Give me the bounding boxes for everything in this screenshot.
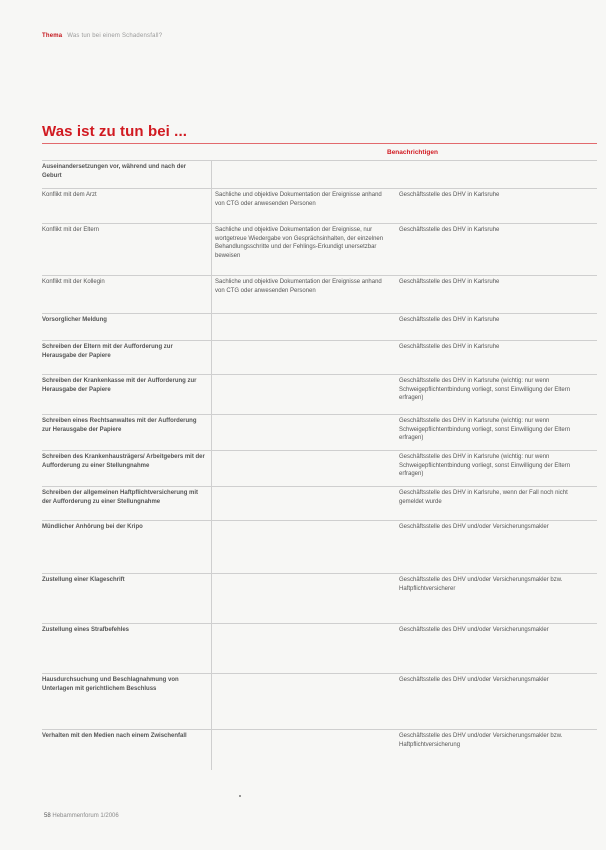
situation-cell: Zustellung einer Klageschrift [42,574,212,624]
procedure-table [42,160,597,770]
section-header [42,33,162,39]
table-row [42,487,597,521]
action-cell [212,451,396,487]
notify-cell: Geschäftsstelle des DHV in Karlsruhe [395,224,597,276]
section-label: Thema [42,33,63,39]
table-row [42,314,597,341]
table-row [42,624,597,674]
table-row [42,161,597,189]
table-row [42,574,597,624]
notify-cell: Geschäftsstelle des DHV und/oder Versicherungsmakler [395,521,597,574]
notify-cell [395,161,597,189]
page-footer [44,813,119,819]
notify-cell: Geschäftsstelle des DHV und/oder Versicherungsmakler [395,624,597,674]
situation-cell: Verhalten mit den Medien nach einem Zwischenfall [42,730,212,770]
action-cell [212,624,396,674]
title-divider [42,143,597,144]
notify-cell: Geschäftsstelle des DHV und/oder Versicherungsmakler bzw. Haftpflichtversicherer [395,574,597,624]
section-subtitle: Was tun bei einem Schadensfall? [67,33,163,39]
action-cell [212,674,396,730]
table-row [42,189,597,224]
action-cell [212,314,396,341]
notify-cell: Geschäftsstelle des DHV in Karlsruhe [395,341,597,375]
table-row [42,730,597,770]
situation-cell: Schreiben der Krankenkasse mit der Aufforderung zur Herausgabe der Papiere [42,375,212,415]
footer-publication: Hebammenforum 1/2006 [52,813,119,819]
table-row [42,415,597,451]
action-cell [212,161,396,189]
notify-cell: Geschäftsstelle des DHV in Karlsruhe, wenn der Fall noch nicht gemeldet wurde [395,487,597,521]
table-row [42,276,597,314]
action-cell [212,521,396,574]
action-cell: Sachliche und objektive Dokumentation der Ereignisse anhand von CTG oder anwesenden Personen [212,276,396,314]
action-cell [212,415,396,451]
notify-cell: Geschäftsstelle des DHV in Karlsruhe [395,276,597,314]
table-row [42,521,597,574]
table-row [42,451,597,487]
notify-cell: Geschäftsstelle des DHV in Karlsruhe (wichtig: nur wenn Schweigepflichtentbindung vorliegt, sonst Einwilligung der Eltern erfragen) [395,415,597,451]
situation-cell: Schreiben der Eltern mit der Aufforderung zur Herausgabe der Papiere [42,341,212,375]
situation-cell: Schreiben der allgemeinen Haftpflichtversicherung mit der Aufforderung zu einer Stellungnahme [42,487,212,521]
situation-cell: Hausdurchsuchung und Beschlagnahmung von Unterlagen mit gerichtlichem Beschluss [42,674,212,730]
action-cell [212,375,396,415]
column-header-benachrichtigen: Benachrichtigen [387,149,438,156]
table-row [42,375,597,415]
notify-cell: Geschäftsstelle des DHV in Karlsruhe (wichtig: nur wenn Schweigepflichtentbindung vorliegt, sonst Einwilligung der Eltern erfragen) [395,451,597,487]
table-row [42,674,597,730]
action-cell [212,730,396,770]
situation-cell: Mündlicher Anhörung bei der Kripo [42,521,212,574]
notify-cell: Geschäftsstelle des DHV in Karlsruhe (wichtig: nur wenn Schweigepflichtentbindung vorliegt, sonst Einwilligung der Eltern erfragen) [395,375,597,415]
situation-cell: Schreiben des Krankenhausträgers/ Arbeitgebers mit der Aufforderung zu einer Stellungnahme [42,451,212,487]
situation-cell: Konflikt mit dem Arzt [42,189,212,224]
page-number: 58 [44,813,51,819]
notify-cell: Geschäftsstelle des DHV und/oder Versicherungsmakler bzw. Haftpflichtversicherung [395,730,597,770]
notify-cell: Geschäftsstelle des DHV und/oder Versicherungsmakler [395,674,597,730]
page-title: Was ist zu tun bei ... [42,123,187,140]
action-cell: Sachliche und objektive Dokumentation der Ereignisse, nur wortgetreue Wiedergabe von Gesprächsinhalten, der einzelnen Behandlungsschritte und der Fehlings-Erkundigt unersetzbar beweisen [212,224,396,276]
table-row [42,341,597,375]
notify-cell: Geschäftsstelle des DHV in Karlsruhe [395,189,597,224]
situation-cell: Schreiben eines Rechtsanwaltes mit der Aufforderung zur Herausgabe der Papiere [42,415,212,451]
situation-cell: Zustellung eines Strafbefehles [42,624,212,674]
situation-cell: Konflikt mit der Kollegin [42,276,212,314]
situation-cell: Konflikt mit der Eltern [42,224,212,276]
action-cell [212,341,396,375]
action-cell [212,487,396,521]
action-cell: Sachliche und objektive Dokumentation der Ereignisse anhand von CTG oder anwesenden Personen [212,189,396,224]
notify-cell: Geschäftsstelle des DHV in Karlsruhe [395,314,597,341]
situation-cell: Vorsorglicher Meldung [42,314,212,341]
page-mark [239,795,241,797]
situation-cell: Auseinandersetzungen vor, während und nach der Geburt [42,161,212,189]
action-cell [212,574,396,624]
table-row [42,224,597,276]
